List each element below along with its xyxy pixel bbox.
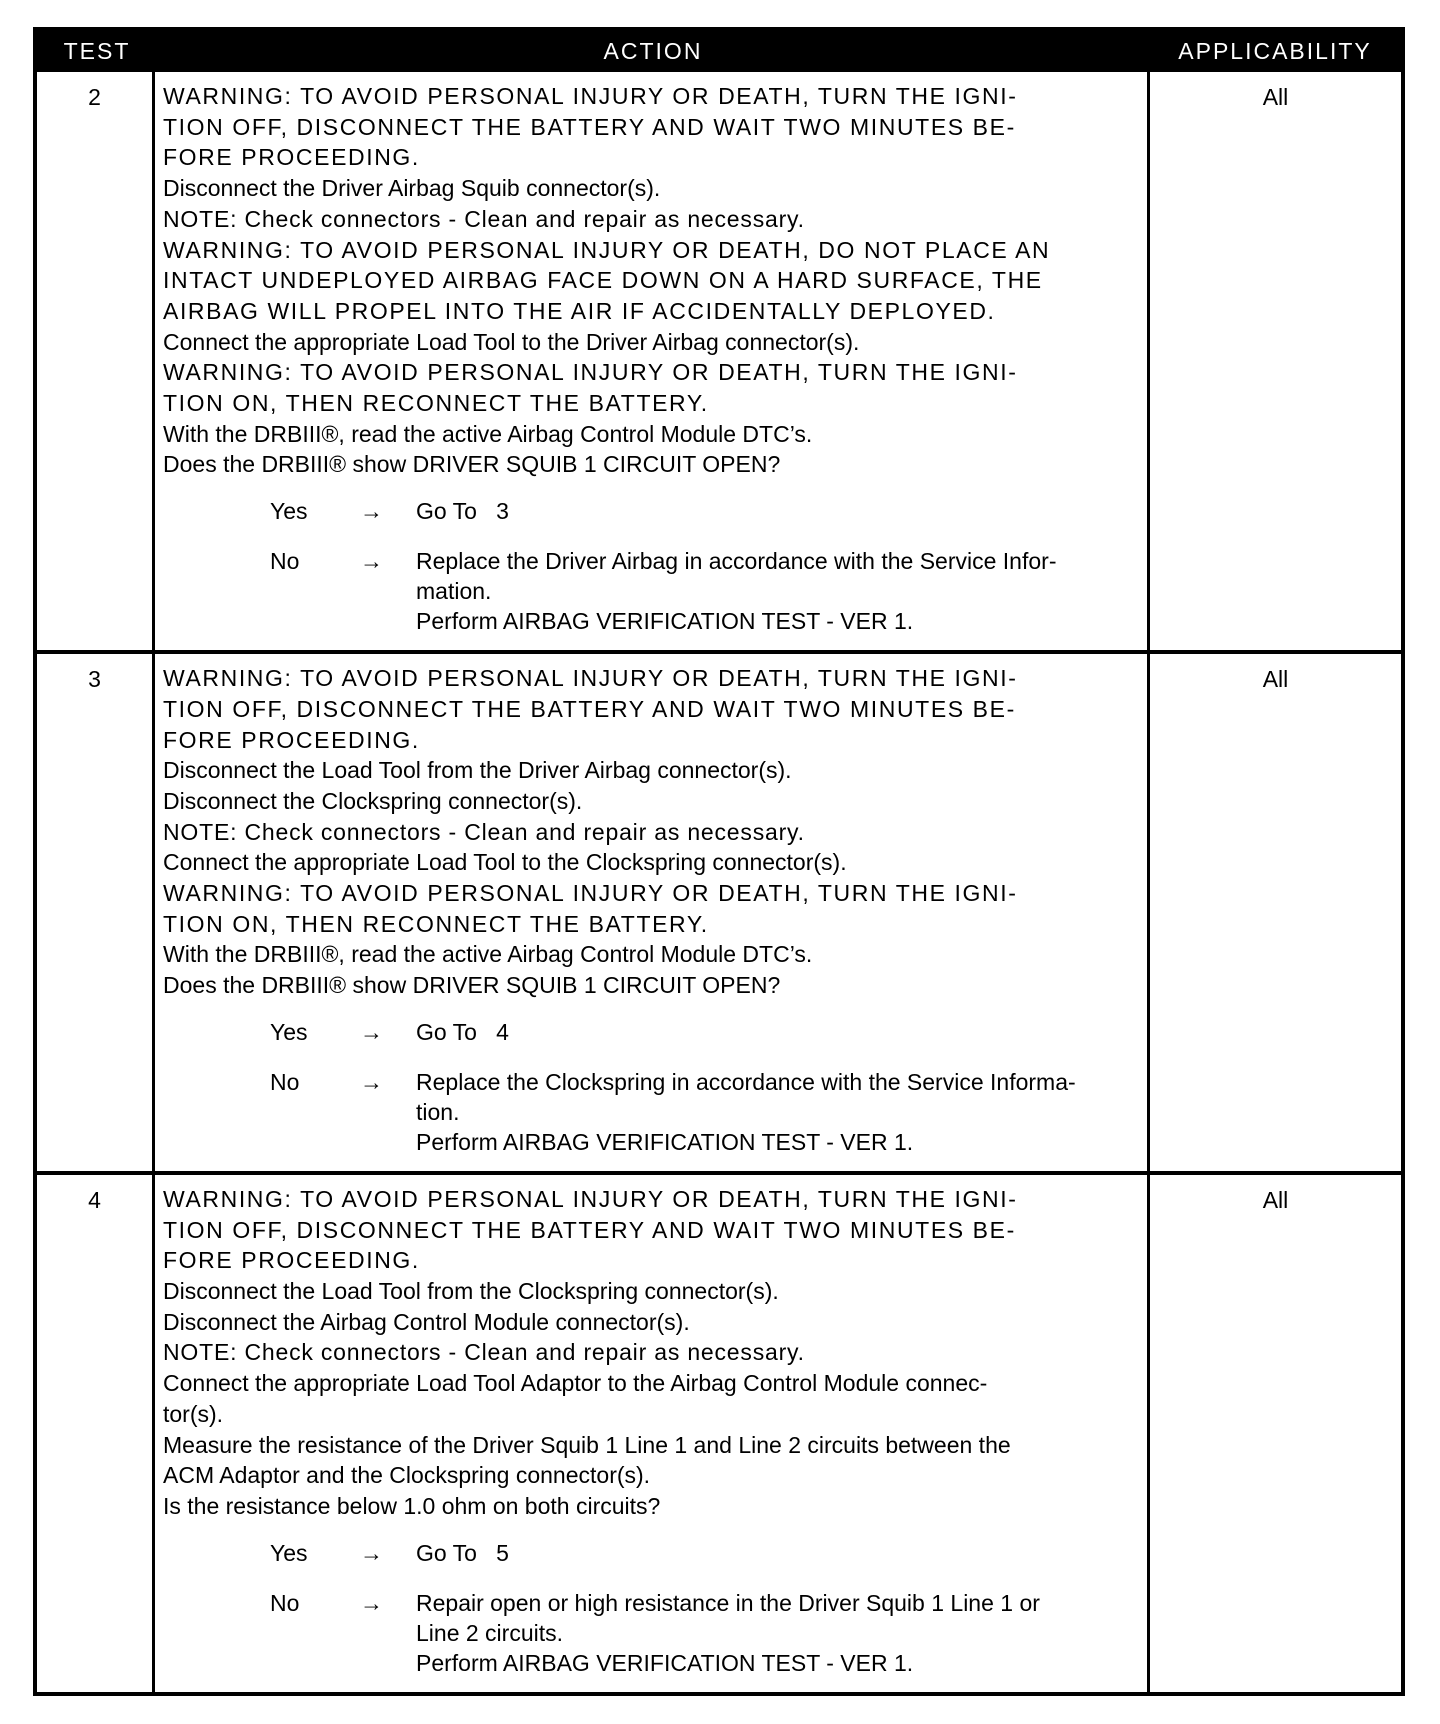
arrow-icon: →: [360, 1018, 383, 1045]
action-line: Disconnect the Clockspring connector(s).: [163, 787, 583, 814]
no-result-line: Replace the Clockspring in accordance with the Service Informa-: [416, 1068, 1076, 1095]
action-line: FORE PROCEEDING.: [163, 726, 420, 753]
applicability: All: [1262, 84, 1289, 110]
outcome-no: [163, 546, 1139, 636]
action-line: WARNING: TO AVOID PERSONAL INJURY OR DEATH, TURN THE IGNI-: [163, 665, 1018, 692]
test-number: 2: [37, 72, 155, 650]
action-line: TION ON, THEN RECONNECT THE BATTERY.: [163, 910, 709, 937]
action-line: AIRBAG WILL PROPEL INTO THE AIR IF ACCIDENTALLY DEPLOYED.: [163, 297, 996, 324]
action-cell: [155, 654, 1150, 1171]
yes-result: [416, 496, 1139, 526]
no-label: No: [270, 1068, 300, 1095]
outcome-yes: [163, 1017, 1139, 1047]
action-line: WARNING: TO AVOID PERSONAL INJURY OR DEATH, TURN THE IGNI-: [163, 83, 1018, 109]
action-line: Connect the appropriate Load Tool Adaptor to the Airbag Control Module connec-: [163, 1370, 988, 1397]
arrow-icon: →: [360, 498, 383, 525]
arrow-icon: →: [360, 1589, 383, 1616]
yes-label: Yes: [270, 1018, 308, 1045]
action-line: Disconnect the Load Tool from the Driver Airbag connector(s).: [163, 757, 792, 784]
action-line: With the DRBIII®, read the active Airbag Control Module DTC’s.: [163, 420, 813, 447]
action-line: ACM Adaptor and the Clockspring connector(s).: [163, 1462, 651, 1489]
yes-label: Yes: [270, 498, 308, 525]
action-line: FORE PROCEEDING.: [163, 144, 420, 171]
no-label: No: [270, 548, 300, 575]
no-result-line: Replace the Driver Airbag in accordance with the Service Infor-: [416, 548, 1057, 575]
action-line: Disconnect the Driver Airbag Squib connector(s).: [163, 175, 661, 202]
action-cell: [155, 1175, 1150, 1692]
header-test: TEST: [63, 38, 131, 64]
table-header: [37, 31, 1401, 72]
yes-label: Yes: [270, 1539, 308, 1566]
action-line: TION ON, THEN RECONNECT THE BATTERY.: [163, 390, 709, 417]
action-line: Connect the appropriate Load Tool to the Clockspring connector(s).: [163, 849, 847, 876]
action-line: FORE PROCEEDING.: [163, 1247, 420, 1274]
arrow-icon: →: [360, 1068, 383, 1095]
action-cell: [155, 72, 1150, 650]
table-row: [37, 72, 1401, 650]
action-line: WARNING: TO AVOID PERSONAL INJURY OR DEATH, DO NOT PLACE AN: [163, 236, 1051, 263]
action-line: Is the resistance below 1.0 ohm on both circuits?: [163, 1492, 661, 1519]
arrow-icon: →: [360, 548, 383, 575]
no-result-line: Perform AIRBAG VERIFICATION TEST - VER 1.: [416, 1649, 914, 1676]
action-line: NOTE: Check connectors - Clean and repair as necessary.: [163, 205, 805, 232]
no-result: [416, 546, 1139, 636]
applicability: All: [1262, 1186, 1289, 1213]
yes-result: [416, 1017, 1139, 1047]
action-line: TION OFF, DISCONNECT THE BATTERY AND WAIT TWO MINUTES BE-: [163, 695, 1016, 722]
outcome-no: [163, 1067, 1139, 1157]
action-line: Disconnect the Airbag Control Module connector(s).: [163, 1308, 690, 1335]
header-applicability: APPLICABILITY: [1178, 38, 1372, 64]
outcome-no: [163, 1588, 1139, 1678]
no-result: [416, 1067, 1139, 1157]
action-line: Connect the appropriate Load Tool to the Driver Airbag connector(s).: [163, 328, 860, 355]
no-result: [416, 1588, 1139, 1678]
no-result-line: Perform AIRBAG VERIFICATION TEST - VER 1.: [416, 1128, 914, 1155]
action-line: NOTE: Check connectors - Clean and repair as necessary.: [163, 818, 805, 845]
no-result-line: tion.: [416, 1098, 460, 1125]
action-line: INTACT UNDEPLOYED AIRBAG FACE DOWN ON A HARD SURFACE, THE: [163, 267, 1043, 294]
action-line: With the DRBIII®, read the active Airbag Control Module DTC’s.: [163, 941, 813, 968]
action-line: NOTE: Check connectors - Clean and repair as necessary.: [163, 1339, 805, 1366]
action-line: TION OFF, DISCONNECT THE BATTERY AND WAIT TWO MINUTES BE-: [163, 1216, 1016, 1243]
action-line: TION OFF, DISCONNECT THE BATTERY AND WAIT TWO MINUTES BE-: [163, 113, 1016, 140]
diagnostic-table: [33, 27, 1405, 1696]
action-line: WARNING: TO AVOID PERSONAL INJURY OR DEATH, TURN THE IGNI-: [163, 880, 1018, 907]
no-label: No: [270, 1589, 300, 1616]
yes-result-text: Go To 3: [416, 498, 509, 525]
yes-result: [416, 1538, 1139, 1568]
yes-result-text: Go To 4: [416, 1018, 509, 1045]
outcome-yes: [163, 496, 1139, 526]
test-number: 3: [37, 654, 155, 1171]
no-result-line: Line 2 circuits.: [416, 1619, 564, 1646]
table-row: [37, 1171, 1401, 1692]
table-row: [37, 650, 1401, 1171]
outcome-yes: [163, 1538, 1139, 1568]
yes-result-text: Go To 5: [416, 1539, 509, 1566]
no-result-line: mation.: [416, 578, 492, 605]
no-result-line: Perform AIRBAG VERIFICATION TEST - VER 1.: [416, 608, 914, 635]
header-action: ACTION: [603, 38, 703, 64]
test-number: 4: [37, 1175, 155, 1692]
no-result-line: Repair open or high resistance in the Driver Squib 1 Line 1 or: [416, 1589, 1040, 1616]
arrow-icon: →: [360, 1539, 383, 1566]
action-line: WARNING: TO AVOID PERSONAL INJURY OR DEATH, TURN THE IGNI-: [163, 1185, 1018, 1212]
action-line: Does the DRBIII® show DRIVER SQUIB 1 CIRCUIT OPEN?: [163, 451, 781, 478]
applicability: All: [1262, 666, 1289, 693]
action-line: tor(s).: [163, 1400, 224, 1427]
table-body: [37, 72, 1401, 1692]
action-line: Does the DRBIII® show DRIVER SQUIB 1 CIRCUIT OPEN?: [163, 972, 781, 999]
action-line: Disconnect the Load Tool from the Clockspring connector(s).: [163, 1277, 779, 1304]
action-line: WARNING: TO AVOID PERSONAL INJURY OR DEATH, TURN THE IGNI-: [163, 359, 1018, 386]
action-line: Measure the resistance of the Driver Squib 1 Line 1 and Line 2 circuits between the: [163, 1431, 1011, 1458]
